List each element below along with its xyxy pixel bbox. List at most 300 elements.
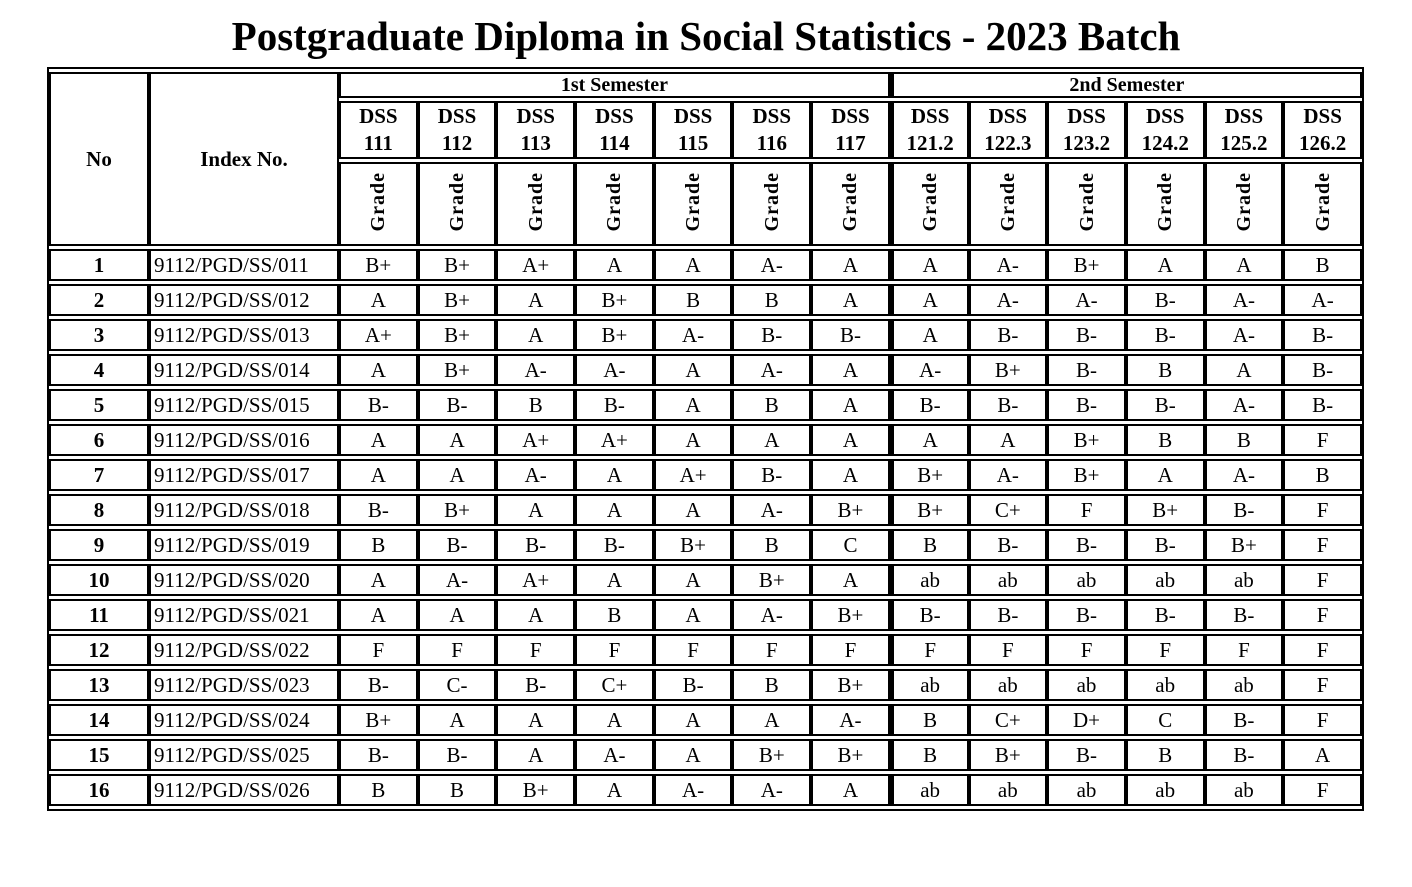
grade-cell: A-	[1205, 284, 1284, 316]
grade-cell: B-	[339, 389, 418, 421]
grade-cell: ab	[1047, 564, 1126, 596]
grade-label-cell	[732, 162, 811, 246]
grade-cell: A-	[1205, 459, 1284, 491]
grade-cell: B-	[496, 669, 575, 701]
grade-cell: A-	[732, 599, 811, 631]
grade-cell: B	[890, 739, 969, 771]
grade-cell: A	[654, 739, 733, 771]
grade-cell: A+	[339, 319, 418, 351]
table-row	[49, 564, 1362, 596]
course-header-115	[654, 101, 733, 159]
grade-label-cell	[496, 162, 575, 246]
grade-label: Grade	[1154, 171, 1177, 232]
grade-label: Grade	[524, 171, 547, 232]
grade-cell: F	[1283, 599, 1362, 631]
grade-label-cell	[811, 162, 890, 246]
grade-cell: A-	[969, 249, 1048, 281]
grade-cell: A-	[969, 459, 1048, 491]
grade-label: Grade	[760, 171, 783, 232]
grade-cell: F	[654, 634, 733, 666]
grade-cell: A	[496, 599, 575, 631]
table-row	[49, 249, 1362, 281]
grade-label-cell	[1126, 162, 1205, 246]
grade-cell: B+	[418, 284, 497, 316]
grade-cell: B	[575, 599, 654, 631]
grade-cell: B-	[732, 319, 811, 351]
course-code: 111	[363, 131, 393, 156]
grade-cell: A	[339, 564, 418, 596]
course-header-124.2	[1126, 101, 1205, 159]
grade-cell: B-	[654, 669, 733, 701]
grade-cell: A	[1126, 459, 1205, 491]
grade-cell: B-	[969, 319, 1048, 351]
grade-label: Grade	[1311, 171, 1334, 232]
grade-cell: B+	[969, 354, 1048, 386]
grade-cell: B+	[654, 529, 733, 561]
grade-cell: A-	[732, 249, 811, 281]
grade-cell: B	[1126, 424, 1205, 456]
grade-cell: B-	[1283, 319, 1362, 351]
table-row	[49, 354, 1362, 386]
grade-cell: A	[654, 389, 733, 421]
grade-cell: A	[575, 774, 654, 806]
grade-cell: B+	[1047, 249, 1126, 281]
grade-cell: B-	[1047, 319, 1126, 351]
grade-cell: B+	[890, 494, 969, 526]
grade-cell: A	[575, 459, 654, 491]
course-code: 122.3	[984, 131, 1032, 156]
table-row	[49, 529, 1362, 561]
grade-cell: D+	[1047, 704, 1126, 736]
grade-cell: F	[575, 634, 654, 666]
grade-label: Grade	[603, 171, 626, 232]
grade-cell: B	[1283, 249, 1362, 281]
grade-cell: C+	[969, 704, 1048, 736]
grade-cell: B	[339, 774, 418, 806]
grade-cell: A	[654, 564, 733, 596]
course-code: 115	[677, 131, 709, 156]
course-prefix: DSS	[1067, 104, 1106, 129]
grade-cell: A	[339, 424, 418, 456]
grade-cell: A	[811, 774, 890, 806]
grade-cell: F	[418, 634, 497, 666]
grade-cell: ab	[890, 669, 969, 701]
table-row	[49, 459, 1362, 491]
grade-cell: B+	[732, 564, 811, 596]
grade-cell: F	[339, 634, 418, 666]
grade-cell: B	[339, 529, 418, 561]
index-number-cell: 9112/PGD/SS/012	[149, 284, 339, 316]
course-code: 112	[441, 131, 473, 156]
no-column-header: No	[49, 72, 149, 246]
grade-cell: B-	[1205, 599, 1284, 631]
course-prefix: DSS	[752, 104, 792, 129]
semester1-header: 1st Semester	[339, 72, 890, 98]
grade-cell: A	[1205, 249, 1284, 281]
grade-cell: ab	[969, 564, 1048, 596]
grade-cell: B	[890, 529, 969, 561]
row-number-cell: 6	[49, 424, 149, 456]
grade-cell: B-	[890, 599, 969, 631]
grade-cell: B+	[575, 319, 654, 351]
grade-cell: B+	[418, 494, 497, 526]
grade-cell: ab	[1205, 669, 1284, 701]
row-number-cell: 10	[49, 564, 149, 596]
grade-cell: A	[496, 494, 575, 526]
grade-label: Grade	[1075, 171, 1098, 232]
grade-cell: F	[496, 634, 575, 666]
index-number-cell: 9112/PGD/SS/018	[149, 494, 339, 526]
grade-cell: B	[418, 774, 497, 806]
index-number-cell: 9112/PGD/SS/019	[149, 529, 339, 561]
grade-cell: A	[811, 564, 890, 596]
course-header-111	[339, 101, 418, 159]
grade-cell: B+	[339, 704, 418, 736]
grade-cell: B	[496, 389, 575, 421]
table-row	[49, 634, 1362, 666]
grade-cell: B	[1205, 424, 1284, 456]
row-number-cell: 11	[49, 599, 149, 631]
grade-cell: B-	[1047, 354, 1126, 386]
grade-cell: A	[418, 424, 497, 456]
grade-cell: B+	[1126, 494, 1205, 526]
grade-cell: B+	[890, 459, 969, 491]
grade-cell: F	[1283, 704, 1362, 736]
grade-cell: A-	[496, 354, 575, 386]
grade-cell: B+	[732, 739, 811, 771]
course-header-123.2	[1047, 101, 1126, 159]
grade-cell: B+	[811, 669, 890, 701]
grade-cell: A	[811, 389, 890, 421]
grade-cell: B-	[496, 529, 575, 561]
course-code: 114	[599, 131, 630, 156]
course-code: 123.2	[1062, 131, 1111, 156]
grade-cell: A	[654, 599, 733, 631]
grade-cell: B-	[418, 529, 497, 561]
page-title: Postgraduate Diploma in Social Statistics - 2023 Batch	[231, 13, 1181, 59]
grade-cell: F	[732, 634, 811, 666]
grade-cell: F	[1047, 634, 1126, 666]
table-row	[49, 494, 1362, 526]
grade-cell: B+	[811, 494, 890, 526]
grade-cell: A	[654, 494, 733, 526]
index-number-cell: 9112/PGD/SS/026	[149, 774, 339, 806]
grade-cell: F	[1283, 669, 1362, 701]
grade-cell: B	[732, 669, 811, 701]
grade-cell: B+	[418, 249, 497, 281]
grade-label-cell	[654, 162, 733, 246]
index-number-cell: 9112/PGD/SS/025	[149, 739, 339, 771]
grade-cell: A	[339, 354, 418, 386]
grade-cell: B+	[811, 599, 890, 631]
grade-cell: C-	[418, 669, 497, 701]
grade-cell: A-	[575, 739, 654, 771]
grade-cell: ab	[1205, 774, 1284, 806]
grade-cell: A-	[732, 354, 811, 386]
row-number-cell: 15	[49, 739, 149, 771]
grade-cell: ab	[1126, 564, 1205, 596]
row-number-cell: 14	[49, 704, 149, 736]
grade-cell: A	[811, 424, 890, 456]
grade-cell: A	[575, 494, 654, 526]
grade-cell: B-	[1205, 494, 1284, 526]
grade-cell: A-	[732, 494, 811, 526]
grade-cell: B-	[1283, 354, 1362, 386]
grade-cell: A-	[1205, 319, 1284, 351]
grade-cell: A+	[496, 564, 575, 596]
course-header-112	[418, 101, 497, 159]
row-number-cell: 16	[49, 774, 149, 806]
grade-cell: A-	[1205, 389, 1284, 421]
grade-cell: B-	[1047, 529, 1126, 561]
grade-cell: B-	[1047, 599, 1126, 631]
index-number-cell: 9112/PGD/SS/017	[149, 459, 339, 491]
grade-cell: B	[732, 529, 811, 561]
grade-cell: B-	[1047, 739, 1126, 771]
grade-cell: B+	[496, 774, 575, 806]
grade-cell: A	[811, 459, 890, 491]
semester2-header: 2nd Semester	[890, 72, 1362, 98]
results-table	[47, 67, 1364, 811]
course-code: 121.2	[906, 131, 954, 156]
table-row	[49, 424, 1362, 456]
grade-cell: A	[890, 249, 969, 281]
grade-cell: F	[1283, 634, 1362, 666]
grade-cell: C+	[969, 494, 1048, 526]
index-number-cell: 9112/PGD/SS/022	[149, 634, 339, 666]
grade-cell: A	[890, 319, 969, 351]
grade-cell: A	[575, 704, 654, 736]
grade-cell: A	[1126, 249, 1205, 281]
grade-cell: C	[1126, 704, 1205, 736]
table-body	[49, 249, 1362, 806]
course-prefix: DSS	[595, 104, 634, 129]
course-header-126.2	[1283, 101, 1362, 159]
course-prefix: DSS	[437, 104, 477, 129]
semester-header-row	[49, 72, 1362, 98]
grade-cell: B	[1126, 739, 1205, 771]
grade-cell: A	[890, 284, 969, 316]
grade-label: Grade	[839, 171, 862, 232]
grade-cell: ab	[969, 669, 1048, 701]
row-number-cell: 12	[49, 634, 149, 666]
grade-cell: B-	[1126, 319, 1205, 351]
grade-label: Grade	[996, 171, 1019, 232]
grade-cell: B+	[969, 739, 1048, 771]
grade-cell: A	[811, 249, 890, 281]
grade-cell: A-	[1283, 284, 1362, 316]
grade-cell: A	[339, 284, 418, 316]
grade-cell: A	[496, 739, 575, 771]
course-code: 117	[835, 131, 866, 156]
course-prefix: DSS	[988, 104, 1028, 129]
grade-cell: B-	[811, 319, 890, 351]
index-number-cell: 9112/PGD/SS/014	[149, 354, 339, 386]
grade-cell: F	[1205, 634, 1284, 666]
grade-cell: A+	[496, 249, 575, 281]
grade-cell: B	[1283, 459, 1362, 491]
table-header	[49, 72, 1362, 246]
row-number-cell: 2	[49, 284, 149, 316]
grade-cell: B-	[339, 494, 418, 526]
course-prefix: DSS	[831, 104, 870, 129]
grade-cell: F	[890, 634, 969, 666]
grade-cell: B+	[575, 284, 654, 316]
course-prefix: DSS	[1303, 104, 1342, 129]
grade-cell: B+	[418, 354, 497, 386]
grade-cell: F	[969, 634, 1048, 666]
grade-label: Grade	[367, 171, 390, 232]
grade-cell: B+	[811, 739, 890, 771]
table-row	[49, 774, 1362, 806]
grade-cell: B	[890, 704, 969, 736]
grade-cell: F	[1047, 494, 1126, 526]
table-row	[49, 389, 1362, 421]
grade-cell: B-	[339, 739, 418, 771]
grade-cell: A+	[654, 459, 733, 491]
grade-cell: ab	[890, 774, 969, 806]
grade-cell: B+	[1047, 424, 1126, 456]
grade-cell: C	[811, 529, 890, 561]
course-header-113	[496, 101, 575, 159]
grade-cell: A-	[1047, 284, 1126, 316]
table-row	[49, 739, 1362, 771]
table-row	[49, 284, 1362, 316]
grade-cell: A	[1283, 739, 1362, 771]
index-number-cell: 9112/PGD/SS/024	[149, 704, 339, 736]
course-prefix: DSS	[1224, 104, 1264, 129]
grade-cell: F	[811, 634, 890, 666]
grade-cell: A-	[654, 774, 733, 806]
grade-cell: A	[654, 424, 733, 456]
grade-label: Grade	[919, 171, 942, 232]
grade-cell: A	[418, 599, 497, 631]
grade-cell: A	[654, 354, 733, 386]
grade-label-cell	[1283, 162, 1362, 246]
grade-cell: A	[732, 704, 811, 736]
grade-cell: F	[1283, 494, 1362, 526]
grade-cell: A-	[418, 564, 497, 596]
course-prefix: DSS	[910, 104, 950, 129]
grade-cell: B	[732, 389, 811, 421]
grade-cell: B-	[969, 599, 1048, 631]
grade-cell: A-	[811, 704, 890, 736]
grade-cell: F	[1283, 424, 1362, 456]
grade-label-cell	[969, 162, 1048, 246]
grade-cell: A+	[496, 424, 575, 456]
grade-cell: B-	[969, 389, 1048, 421]
grade-cell: B-	[339, 669, 418, 701]
grade-cell: A	[339, 599, 418, 631]
grade-cell: ab	[969, 774, 1048, 806]
grade-cell: F	[1283, 774, 1362, 806]
index-number-cell: 9112/PGD/SS/023	[149, 669, 339, 701]
row-number-cell: 7	[49, 459, 149, 491]
grade-cell: B-	[1047, 389, 1126, 421]
grade-cell: A	[496, 284, 575, 316]
course-prefix: DSS	[1145, 104, 1185, 129]
row-number-cell: 9	[49, 529, 149, 561]
grade-cell: B-	[1205, 704, 1284, 736]
grade-cell: A-	[890, 354, 969, 386]
course-code: 113	[520, 131, 551, 156]
grade-cell: A	[339, 459, 418, 491]
grade-cell: A-	[732, 774, 811, 806]
index-number-cell: 9112/PGD/SS/013	[149, 319, 339, 351]
grade-cell: B+	[1205, 529, 1284, 561]
index-number-cell: 9112/PGD/SS/015	[149, 389, 339, 421]
grade-cell: B+	[418, 319, 497, 351]
course-header-121.2	[890, 101, 969, 159]
grade-cell: C+	[575, 669, 654, 701]
grade-label-cell	[890, 162, 969, 246]
grade-cell: A-	[654, 319, 733, 351]
grade-cell: A	[811, 284, 890, 316]
index-number-cell: 9112/PGD/SS/020	[149, 564, 339, 596]
grade-cell: A	[418, 459, 497, 491]
grade-cell: F	[1283, 564, 1362, 596]
grade-cell: B-	[418, 739, 497, 771]
course-header-122.3	[969, 101, 1048, 159]
row-number-cell: 1	[49, 249, 149, 281]
grade-cell: A-	[969, 284, 1048, 316]
grade-label-cell	[418, 162, 497, 246]
grade-cell: F	[1283, 529, 1362, 561]
table-row	[49, 704, 1362, 736]
grade-label-cell	[1205, 162, 1284, 246]
grade-cell: B+	[1047, 459, 1126, 491]
grade-label-cell	[1047, 162, 1126, 246]
grade-cell: A	[496, 319, 575, 351]
index-number-cell: 9112/PGD/SS/011	[149, 249, 339, 281]
table-row	[49, 319, 1362, 351]
grade-cell: ab	[1047, 669, 1126, 701]
grade-label: Grade	[1232, 171, 1255, 232]
grade-cell: B-	[575, 389, 654, 421]
grade-label: Grade	[446, 171, 469, 232]
grade-cell: A	[418, 704, 497, 736]
grade-cell: B-	[1126, 389, 1205, 421]
grade-cell: A+	[575, 424, 654, 456]
row-number-cell: 3	[49, 319, 149, 351]
grade-cell: ab	[1047, 774, 1126, 806]
course-prefix: DSS	[359, 104, 398, 129]
grade-cell: ab	[1126, 774, 1205, 806]
course-header-125.2	[1205, 101, 1284, 159]
grade-cell: A	[496, 704, 575, 736]
grade-cell: A	[811, 354, 890, 386]
course-header-117	[811, 101, 890, 159]
grade-cell: B-	[1283, 389, 1362, 421]
course-header-114	[575, 101, 654, 159]
course-prefix: DSS	[673, 104, 713, 129]
grade-cell: B+	[339, 249, 418, 281]
course-header-116	[732, 101, 811, 159]
grade-cell: B-	[575, 529, 654, 561]
grade-cell: B-	[890, 389, 969, 421]
grade-cell: A	[1205, 354, 1284, 386]
grade-cell: A	[654, 704, 733, 736]
grade-cell: ab	[1205, 564, 1284, 596]
grade-cell: ab	[890, 564, 969, 596]
grade-label-cell	[339, 162, 418, 246]
grade-cell: B-	[418, 389, 497, 421]
grade-cell: B-	[1126, 529, 1205, 561]
grade-cell: A	[575, 249, 654, 281]
grade-cell: A	[575, 564, 654, 596]
grade-cell: A	[969, 424, 1048, 456]
index-column-header: Index No.	[149, 72, 339, 246]
